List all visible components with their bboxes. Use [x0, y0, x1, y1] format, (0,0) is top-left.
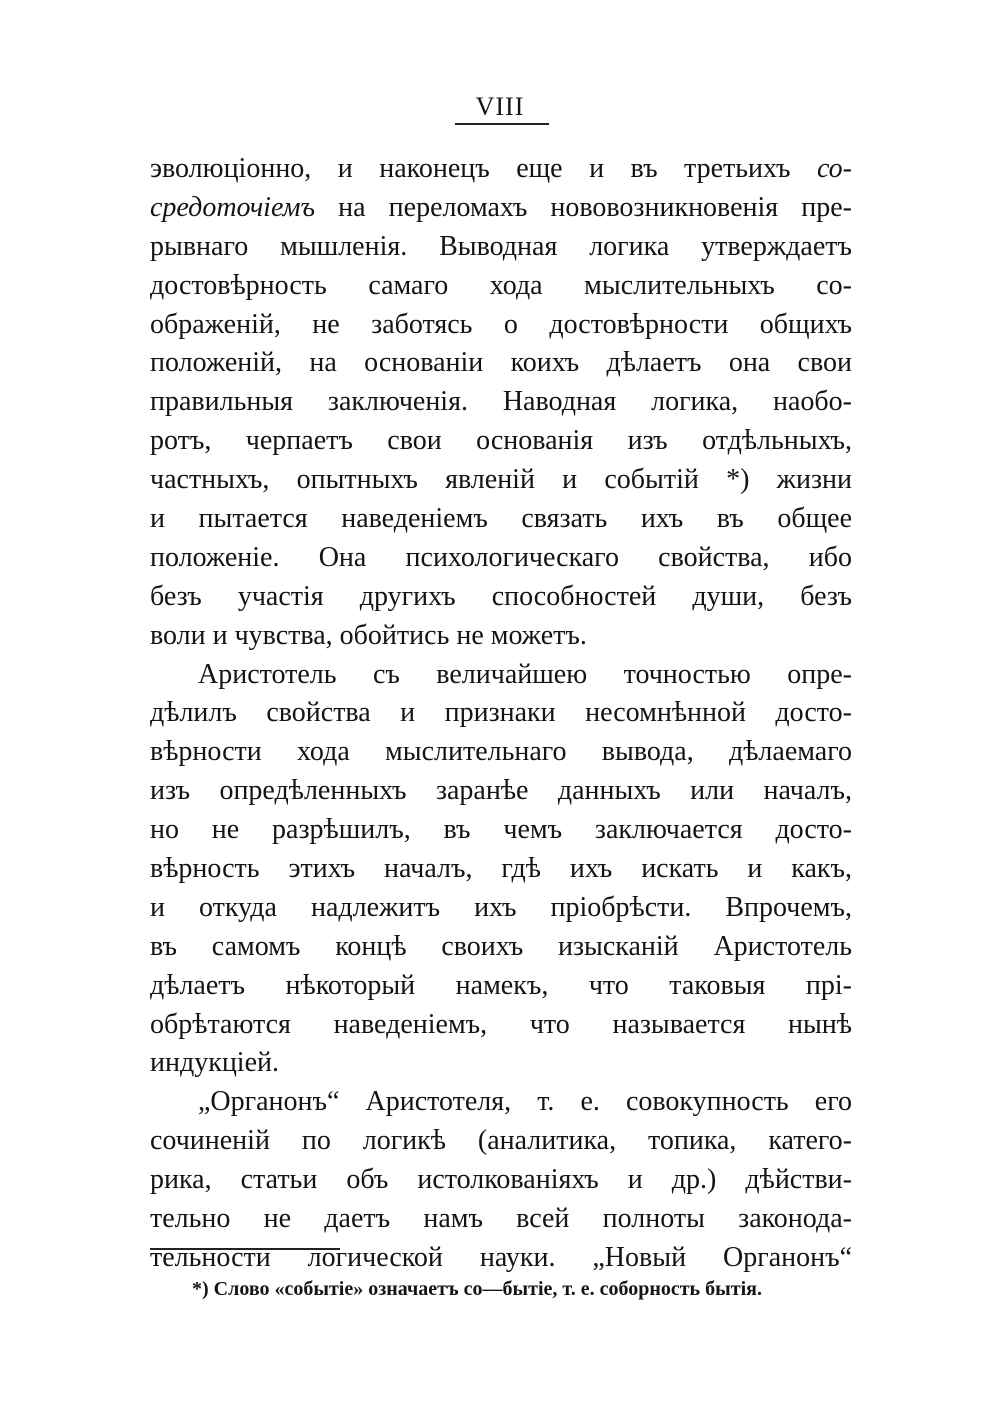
text-line: рика, статьи объ истолкованіяхъ и др.) дѣйстви-: [150, 1164, 852, 1196]
text-line: дѣлилъ свойства и признаки несомнѣнной досто-: [150, 697, 852, 729]
text-line: „Органонъ“ Аристотеля, т. е. совокупность его: [198, 1086, 852, 1118]
footnote-rule: [150, 1248, 340, 1250]
text-line: въ самомъ концѣ своихъ изысканій Аристотель: [150, 930, 852, 962]
text-line: ображеній, не заботясь о достовѣрности общихъ: [150, 308, 852, 340]
text-line: положеніе. Она психологическаго свойства, ибо: [150, 541, 852, 573]
text-line: правильныя заключенія. Наводная логика, наобо-: [150, 386, 852, 418]
text-line: тельно не даетъ намъ всей полноты законода-: [150, 1203, 852, 1235]
page-number: VIII: [475, 92, 525, 121]
text-line: эволюціонно, и наконецъ еще и въ третьихъ со-: [150, 153, 852, 184]
text-line: безъ участія другихъ способностей души, безъ: [150, 580, 852, 612]
text-line: обрѣтаются наведеніемъ, что называется нынѣ: [150, 1008, 852, 1040]
text-line: вѣрность этихъ началъ, гдѣ ихъ искать и какъ,: [150, 853, 852, 885]
text-line: рывнаго мышленія. Выводная логика утверждаетъ: [150, 230, 852, 262]
text-line: индукціей.: [150, 1047, 279, 1079]
body-text: [150, 150, 852, 1278]
text-line: изъ опредѣленныхъ заранѣе данныхъ или началъ,: [150, 775, 852, 807]
text-line: но не разрѣшилъ, въ чемъ заключается досто-: [150, 814, 852, 846]
text-line: ротъ, черпаетъ свои основанія изъ отдѣльныхъ,: [150, 425, 852, 457]
text-line: и откуда надлежитъ ихъ пріобрѣсти. Впрочемъ,: [150, 891, 852, 923]
text-line: тельности логической науки. „Новый Органонъ“: [150, 1241, 852, 1273]
text-line: частныхъ, опытныхъ явленій и событій *) жизни: [150, 464, 852, 496]
text-line: Аристотель съ величайшею точностью опре-: [198, 658, 852, 690]
text-line: положеній, на основаніи коихъ дѣлаетъ она свои: [150, 347, 852, 379]
text-line: воли и чувства, обойтись не можетъ.: [150, 619, 587, 651]
text-line: дѣлаетъ нѣкоторый намекъ, что таковыя прі-: [150, 969, 852, 1001]
text-line: средоточіемъ на переломахъ нововозникновенія пре-: [150, 191, 852, 223]
text-line: сочиненій по логикѣ (аналитика, топика, катего-: [150, 1125, 852, 1157]
text-line: вѣрности хода мыслительнаго вывода, дѣлаемаго: [150, 736, 852, 768]
text-line: и пытается наведеніемъ связать ихъ въ общее: [150, 503, 852, 535]
footnote: *) Слово «событіе» означаетъ со—бытіе, т. е. соборность бытія.: [192, 1278, 762, 1300]
page-number-rule: [455, 123, 549, 125]
text-line: достовѣрность самаго хода мыслительныхъ со-: [150, 269, 852, 301]
